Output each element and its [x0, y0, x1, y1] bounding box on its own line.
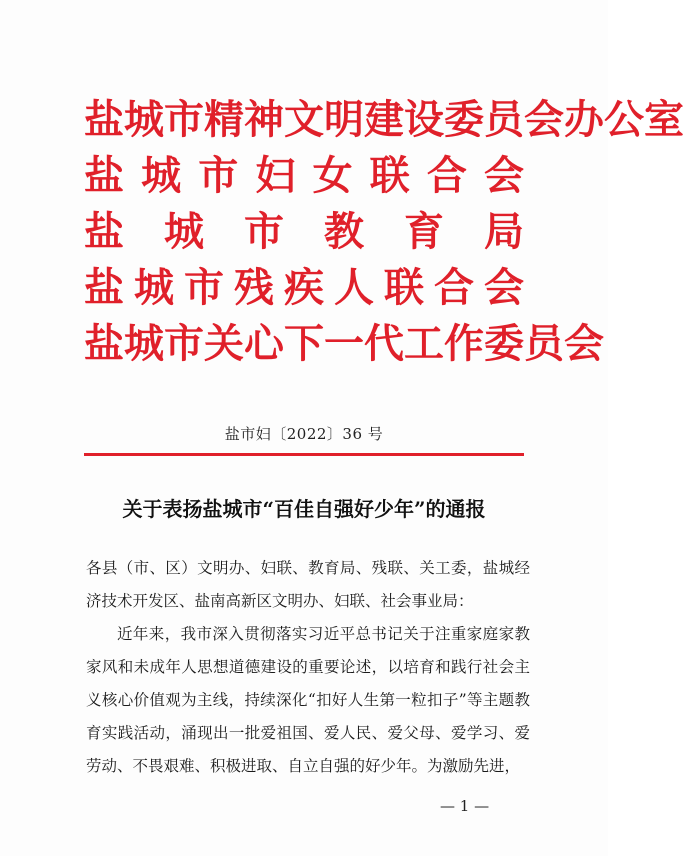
issuer-char: 委 — [484, 320, 524, 367]
issuer-line — [84, 152, 524, 212]
issuer-char: 办 — [564, 96, 604, 143]
issuer-char: 女 — [312, 152, 353, 199]
issuer-line — [84, 96, 684, 156]
issuer-char: 市 — [164, 96, 204, 143]
issuer-char: 教 — [324, 208, 364, 255]
issuer-char: 联 — [384, 264, 424, 311]
issuer-line — [84, 264, 524, 324]
document-number: 盐市妇〔2022〕36 号 — [224, 425, 384, 443]
issuer-char: 城 — [141, 152, 182, 199]
issuer-char: 文 — [284, 96, 324, 143]
issuer-char: 盐 — [84, 320, 124, 367]
issuer-char: 残 — [234, 264, 274, 311]
issuer-char: 城 — [164, 208, 204, 255]
page-number: — 1 — — [440, 797, 490, 815]
issuer-char: 盐 — [84, 96, 124, 143]
issuer-char: 精 — [204, 96, 244, 143]
issuer-char: 会 — [483, 152, 524, 199]
issuer-char: 委 — [444, 96, 484, 143]
issuer-char: 联 — [369, 152, 410, 199]
addressee: 各县（市、区）文明办、妇联、教育局、残联、关工委，盐城经济技术开发区、盐南高新区文明办、妇联、社会事业局： — [86, 559, 530, 610]
body-paragraph: 近年来，我市深入贯彻落实习近平总书记关于注重家庭家教家风和未成年人思想道德建设的重要论述，以培育和践行社会主义核心价值观为主线，持续深化“扣好人生第一粒扣子”等主题教育实践活动，涌现出一批爱祖国、爱人民、爱父母、爱学习、爱劳动、不畏艰难、积极进取、自立自强的好少年。为激励先进， — [86, 625, 530, 775]
issuer-char: 城 — [124, 320, 164, 367]
issuer-char: 代 — [364, 320, 404, 367]
issuer-char: 室 — [644, 96, 684, 143]
issuer-char: 市 — [198, 152, 239, 199]
document-title: 关于表扬盐城市“百佳自强好少年”的通报 — [122, 497, 486, 521]
issuer-char: 公 — [604, 96, 644, 143]
issuer-char: 合 — [434, 264, 474, 311]
issuer-char: 员 — [524, 320, 564, 367]
issuer-char: 妇 — [255, 152, 296, 199]
issuer-char: 员 — [484, 96, 524, 143]
issuer-char: 神 — [244, 96, 284, 143]
issuer-char: 局 — [484, 208, 524, 255]
issuer-char: 关 — [204, 320, 244, 367]
issuer-char: 下 — [284, 320, 324, 367]
issuer-char: 心 — [244, 320, 284, 367]
issuer-char: 市 — [184, 264, 224, 311]
issuer-char: 建 — [364, 96, 404, 143]
issuer-char: 会 — [484, 264, 524, 311]
red-divider-line — [84, 453, 524, 456]
issuer-char: 会 — [524, 96, 564, 143]
issuer-line — [84, 208, 524, 268]
issuer-char: 城 — [124, 96, 164, 143]
issuer-char: 育 — [404, 208, 444, 255]
document-body — [86, 552, 530, 783]
issuer-char: 盐 — [84, 264, 124, 311]
issuer-char: 城 — [134, 264, 174, 311]
issuer-char: 合 — [426, 152, 467, 199]
issuer-char: 会 — [564, 320, 604, 367]
issuer-header — [84, 96, 684, 380]
issuer-char: 盐 — [84, 208, 124, 255]
issuer-char: 盐 — [84, 152, 124, 199]
issuer-char: 工 — [404, 320, 444, 367]
issuer-char: 作 — [444, 320, 484, 367]
issuer-char: 市 — [244, 208, 284, 255]
issuer-char: 人 — [334, 264, 374, 311]
issuer-char: 明 — [324, 96, 364, 143]
issuer-char: 疾 — [284, 264, 324, 311]
issuer-char: 设 — [404, 96, 444, 143]
issuer-char: 一 — [324, 320, 364, 367]
issuer-line — [84, 320, 604, 380]
issuer-char: 市 — [164, 320, 204, 367]
